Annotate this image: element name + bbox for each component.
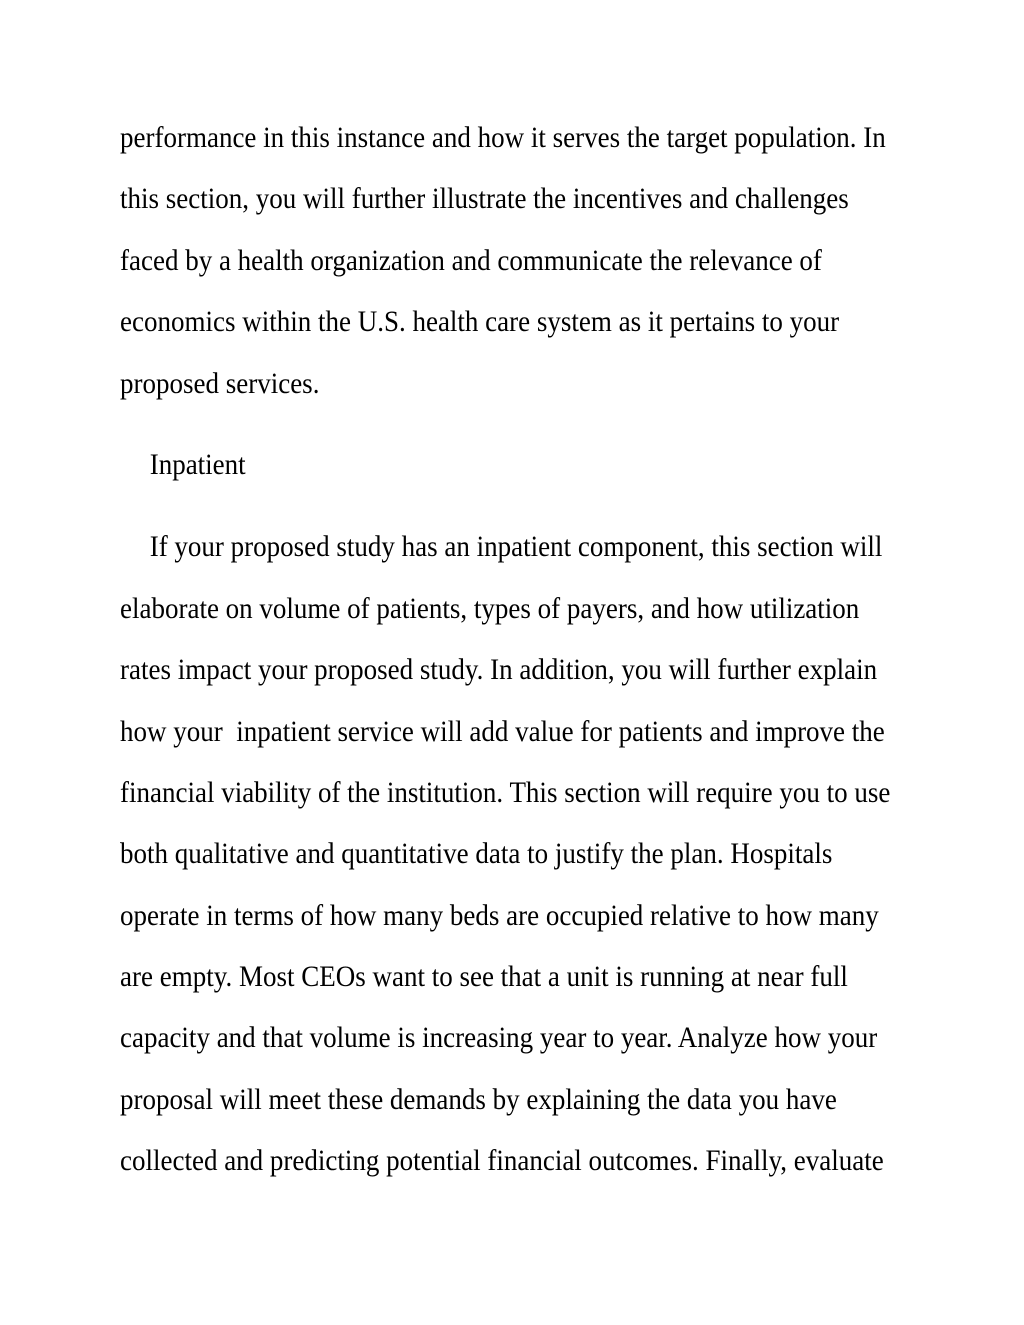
text-line: proposal will meet these demands by explaining the data you have [120,1082,837,1116]
text-line: are empty. Most CEOs want to see that a unit is running at near full [120,960,848,994]
text-line: elaborate on volume of patients, types of payers, and how utilization [120,591,860,625]
heading-text-line: Inpatient [149,447,246,481]
text-line: financial viability of the institution. This section will require you to use [120,775,891,809]
text-line: If your proposed study has an inpatient component, this section will [149,530,883,564]
paragraph-continuation [120,107,940,414]
text-line: collected and predicting potential financial outcomes. Finally, evaluate [120,1144,884,1178]
section-heading-inpatient [120,434,940,495]
text-line: performance in this instance and how it serves the target population. In [120,121,886,154]
text-line: this section, you will further illustrate the incentives and challenges [120,182,849,216]
text-line: both qualitative and quantitative data to justify the plan. Hospitals [120,837,833,871]
paragraph-inpatient-body [120,516,940,1191]
text-line: economics within the U.S. health care system as it pertains to your [120,305,840,339]
text-line: capacity and that volume is increasing year to year. Analyze how your [120,1021,878,1055]
document-content [120,107,940,1192]
text-line: operate in terms of how many beds are occupied relative to how many [120,898,879,932]
text-line: how your inpatient service will add value for patients and improve the [120,714,885,748]
text-line: rates impact your proposed study. In addition, you will further explain [120,653,878,687]
text-line: faced by a health organization and communicate the relevance of [120,243,822,277]
text-line: proposed services. [120,366,320,400]
